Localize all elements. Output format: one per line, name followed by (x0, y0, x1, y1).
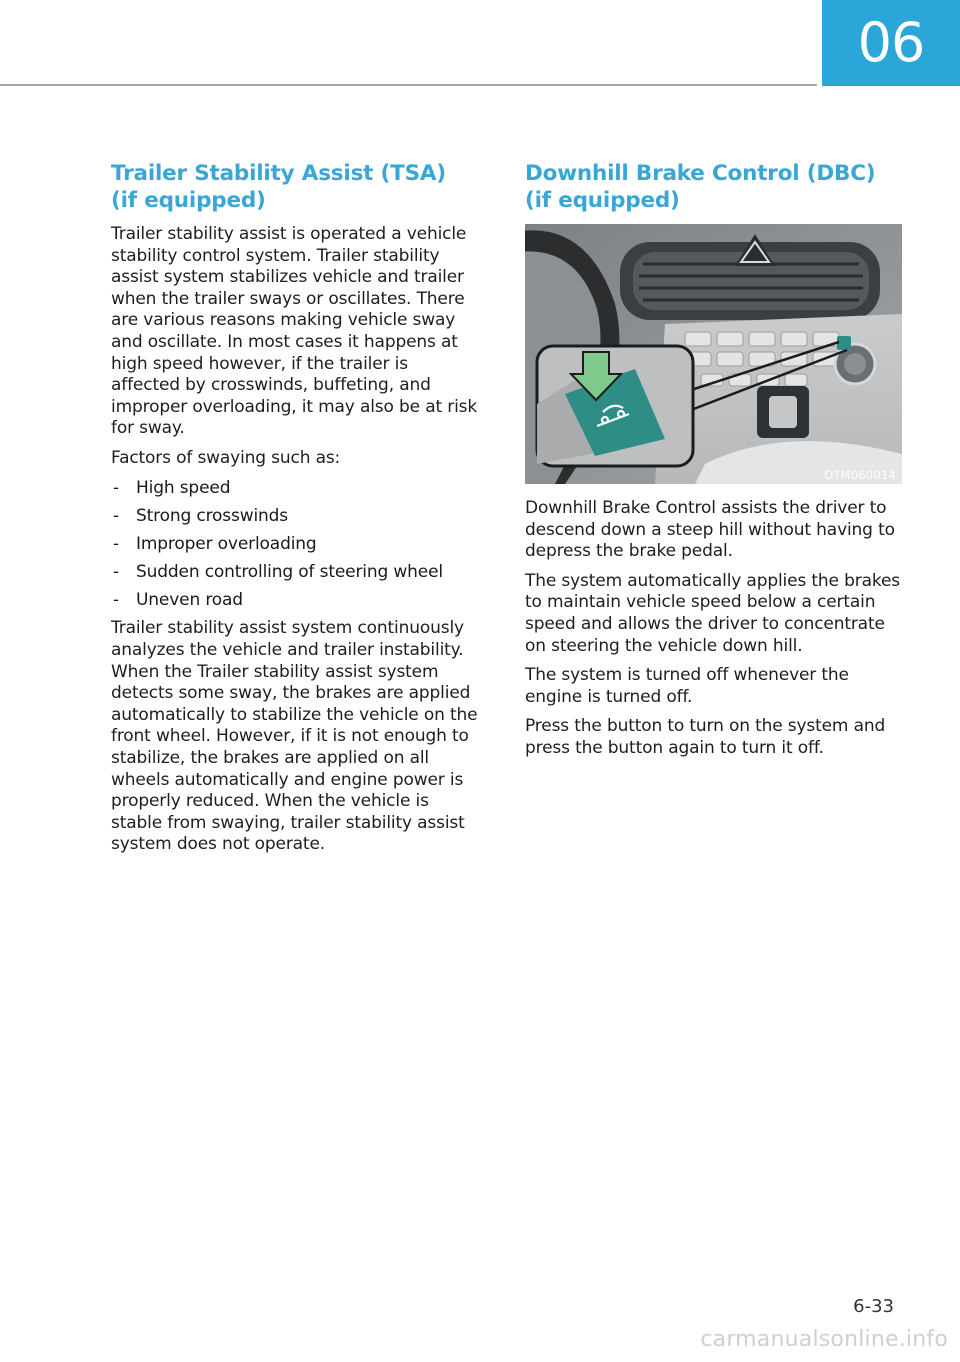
list-dash: - (113, 477, 119, 498)
list-item-text: Improper overloading (136, 533, 317, 554)
list-item (111, 590, 481, 612)
factors-intro: Factors of swaying such as: (111, 447, 341, 468)
dbc-paragraph-4: Press the button to turn on the system and press the button again to turn it off. (525, 716, 886, 758)
list-item (111, 534, 481, 556)
list-item (111, 562, 481, 584)
list-item-text: Strong crosswinds (136, 505, 289, 526)
list-dash: - (113, 590, 119, 611)
factor-list (111, 478, 481, 612)
dbc-button-illustration (525, 224, 902, 484)
tsa-description-paragraph: Trailer stability assist system continuously analyzes the vehicle and trailer instability. When the Trailer stability assist system detects some sway, the brakes are applied automatically to stabilize the vehicle on the front wheel. However, if it is not enough to stabilize, the brakes are applied on all wheels automatically and engine power is properly reduced. When the vehicle is stable from swaying, trailer stability assist system does not operate. (111, 618, 478, 855)
tsa-heading-line2: (if equipped) (111, 188, 266, 213)
dbc-paragraph-1: Downhill Brake Control assists the driver to descend down a steep hill without having to depress the brake pedal. (525, 498, 895, 562)
header-rule (0, 84, 817, 86)
tsa-heading-line1: Trailer Stability Assist (TSA) (111, 161, 446, 186)
list-item-text: High speed (136, 477, 231, 498)
page-number: 6-33 (853, 1296, 894, 1317)
list-item (111, 478, 481, 500)
list-dash: - (113, 533, 119, 554)
dbc-heading-line2: (if equipped) (525, 188, 680, 213)
dbc-heading-line1: Downhill Brake Control (DBC) (525, 161, 876, 186)
right-column (525, 160, 903, 768)
dashboard-illustration (525, 224, 902, 484)
dbc-paragraph-2: The system automatically applies the brakes to maintain vehicle speed below a certain speed and allows the driver to concentrate on steering the vehicle down hill. (525, 570, 900, 656)
list-dash: - (113, 562, 119, 583)
figure-code: OTM060014 (824, 468, 896, 482)
left-column (111, 160, 481, 864)
list-item-text: Uneven road (136, 590, 243, 611)
list-item-text: Sudden controlling of steering wheel (136, 562, 443, 583)
list-item (111, 506, 481, 528)
dbc-heading (525, 160, 903, 214)
list-dash: - (113, 505, 119, 526)
tsa-heading (111, 160, 481, 214)
tsa-intro-paragraph: Trailer stability assist is operated a vehicle stability control system. Trailer stability assist system stabilizes vehicle and trailer when the trailer sways or oscillates. There are various reasons making vehicle sway and oscillate. In most cases it happens at high speed however, if the trailer is affected by crosswinds, buffeting, and improper overloading, it may also be at risk for sway. (111, 224, 478, 439)
dbc-paragraph-3: The system is turned off whenever the engine is turned off. (525, 665, 849, 707)
chapter-tab: 06 (822, 0, 960, 86)
watermark: carmanualsonline.info (700, 1327, 948, 1352)
